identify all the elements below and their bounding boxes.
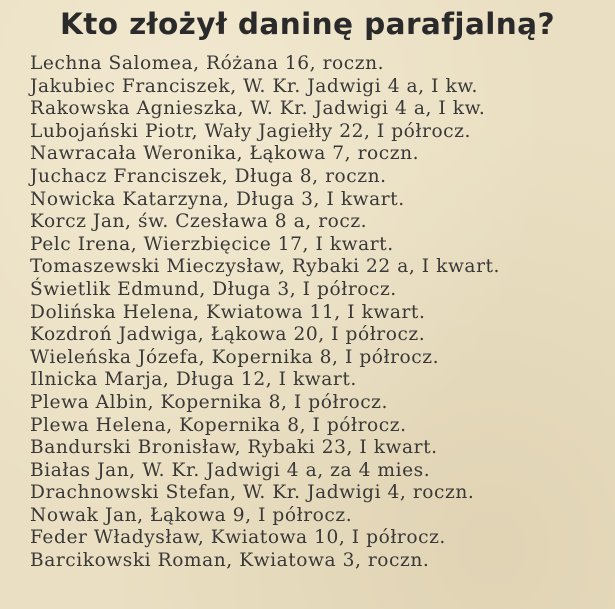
list-item: Rakowska Agnieszka, W. Kr. Jadwigi 4 a, I kw. xyxy=(30,98,486,120)
list-item: Białas Jan, W. Kr. Jadwigi 4 a, za 4 mies. xyxy=(30,459,431,481)
list-item: Dolińska Helena, Kwiatowa 11, I kwart. xyxy=(30,301,426,323)
list-item: Wieleńska Józefa, Kopernika 8, I półrocz. xyxy=(30,346,440,368)
list-item: Nowicka Katarzyna, Długa 3, I kwart. xyxy=(30,188,405,210)
list-item: Barcikowski Roman, Kwiatowa 3, roczn. xyxy=(30,550,430,572)
list-item: Nowak Jan, Łąkowa 9, I półrocz. xyxy=(30,504,353,526)
list-item: Świetlik Edmund, Długa 3, I półrocz. xyxy=(30,278,397,300)
list-item: Tomaszewski Mieczysław, Rybaki 22 a, I kwart. xyxy=(30,256,500,278)
list-item: Juchacz Franciszek, Długa 8, roczn. xyxy=(30,165,387,187)
list-item: Ilnicka Marja, Długa 12, I kwart. xyxy=(30,369,357,391)
donor-list xyxy=(30,53,500,573)
list-item: Drachnowski Stefan, W. Kr. Jadwigi 4, roczn. xyxy=(30,482,475,504)
list-item: Pelc Irena, Wierzbięcice 17, I kwart. xyxy=(30,233,394,255)
list-item: Lubojański Piotr, Wały Jagiełły 22, I półrocz. xyxy=(30,120,471,142)
list-item: Plewa Albin, Kopernika 8, I półrocz. xyxy=(30,391,388,413)
page-title: Kto złożył daninę parafjalną? xyxy=(60,7,555,41)
list-item: Kozdroń Jadwiga, Łąkowa 20, I półrocz. xyxy=(30,324,426,346)
list-item: Jakubiec Franciszek, W. Kr. Jadwigi 4 a, I kw. xyxy=(30,75,478,97)
list-item: Korcz Jan, św. Czesława 8 a, rocz. xyxy=(30,211,368,233)
list-item: Plewa Helena, Kopernika 8, I półrocz. xyxy=(30,414,407,436)
list-item: Nawracała Weronika, Łąkowa 7, roczn. xyxy=(30,143,420,165)
list-item: Lechna Salomea, Różana 16, roczn. xyxy=(30,53,385,74)
list-item: Feder Władysław, Kwiatowa 10, I półrocz. xyxy=(30,527,446,549)
list-item: Bandurski Bronisław, Rybaki 23, I kwart. xyxy=(30,437,438,459)
